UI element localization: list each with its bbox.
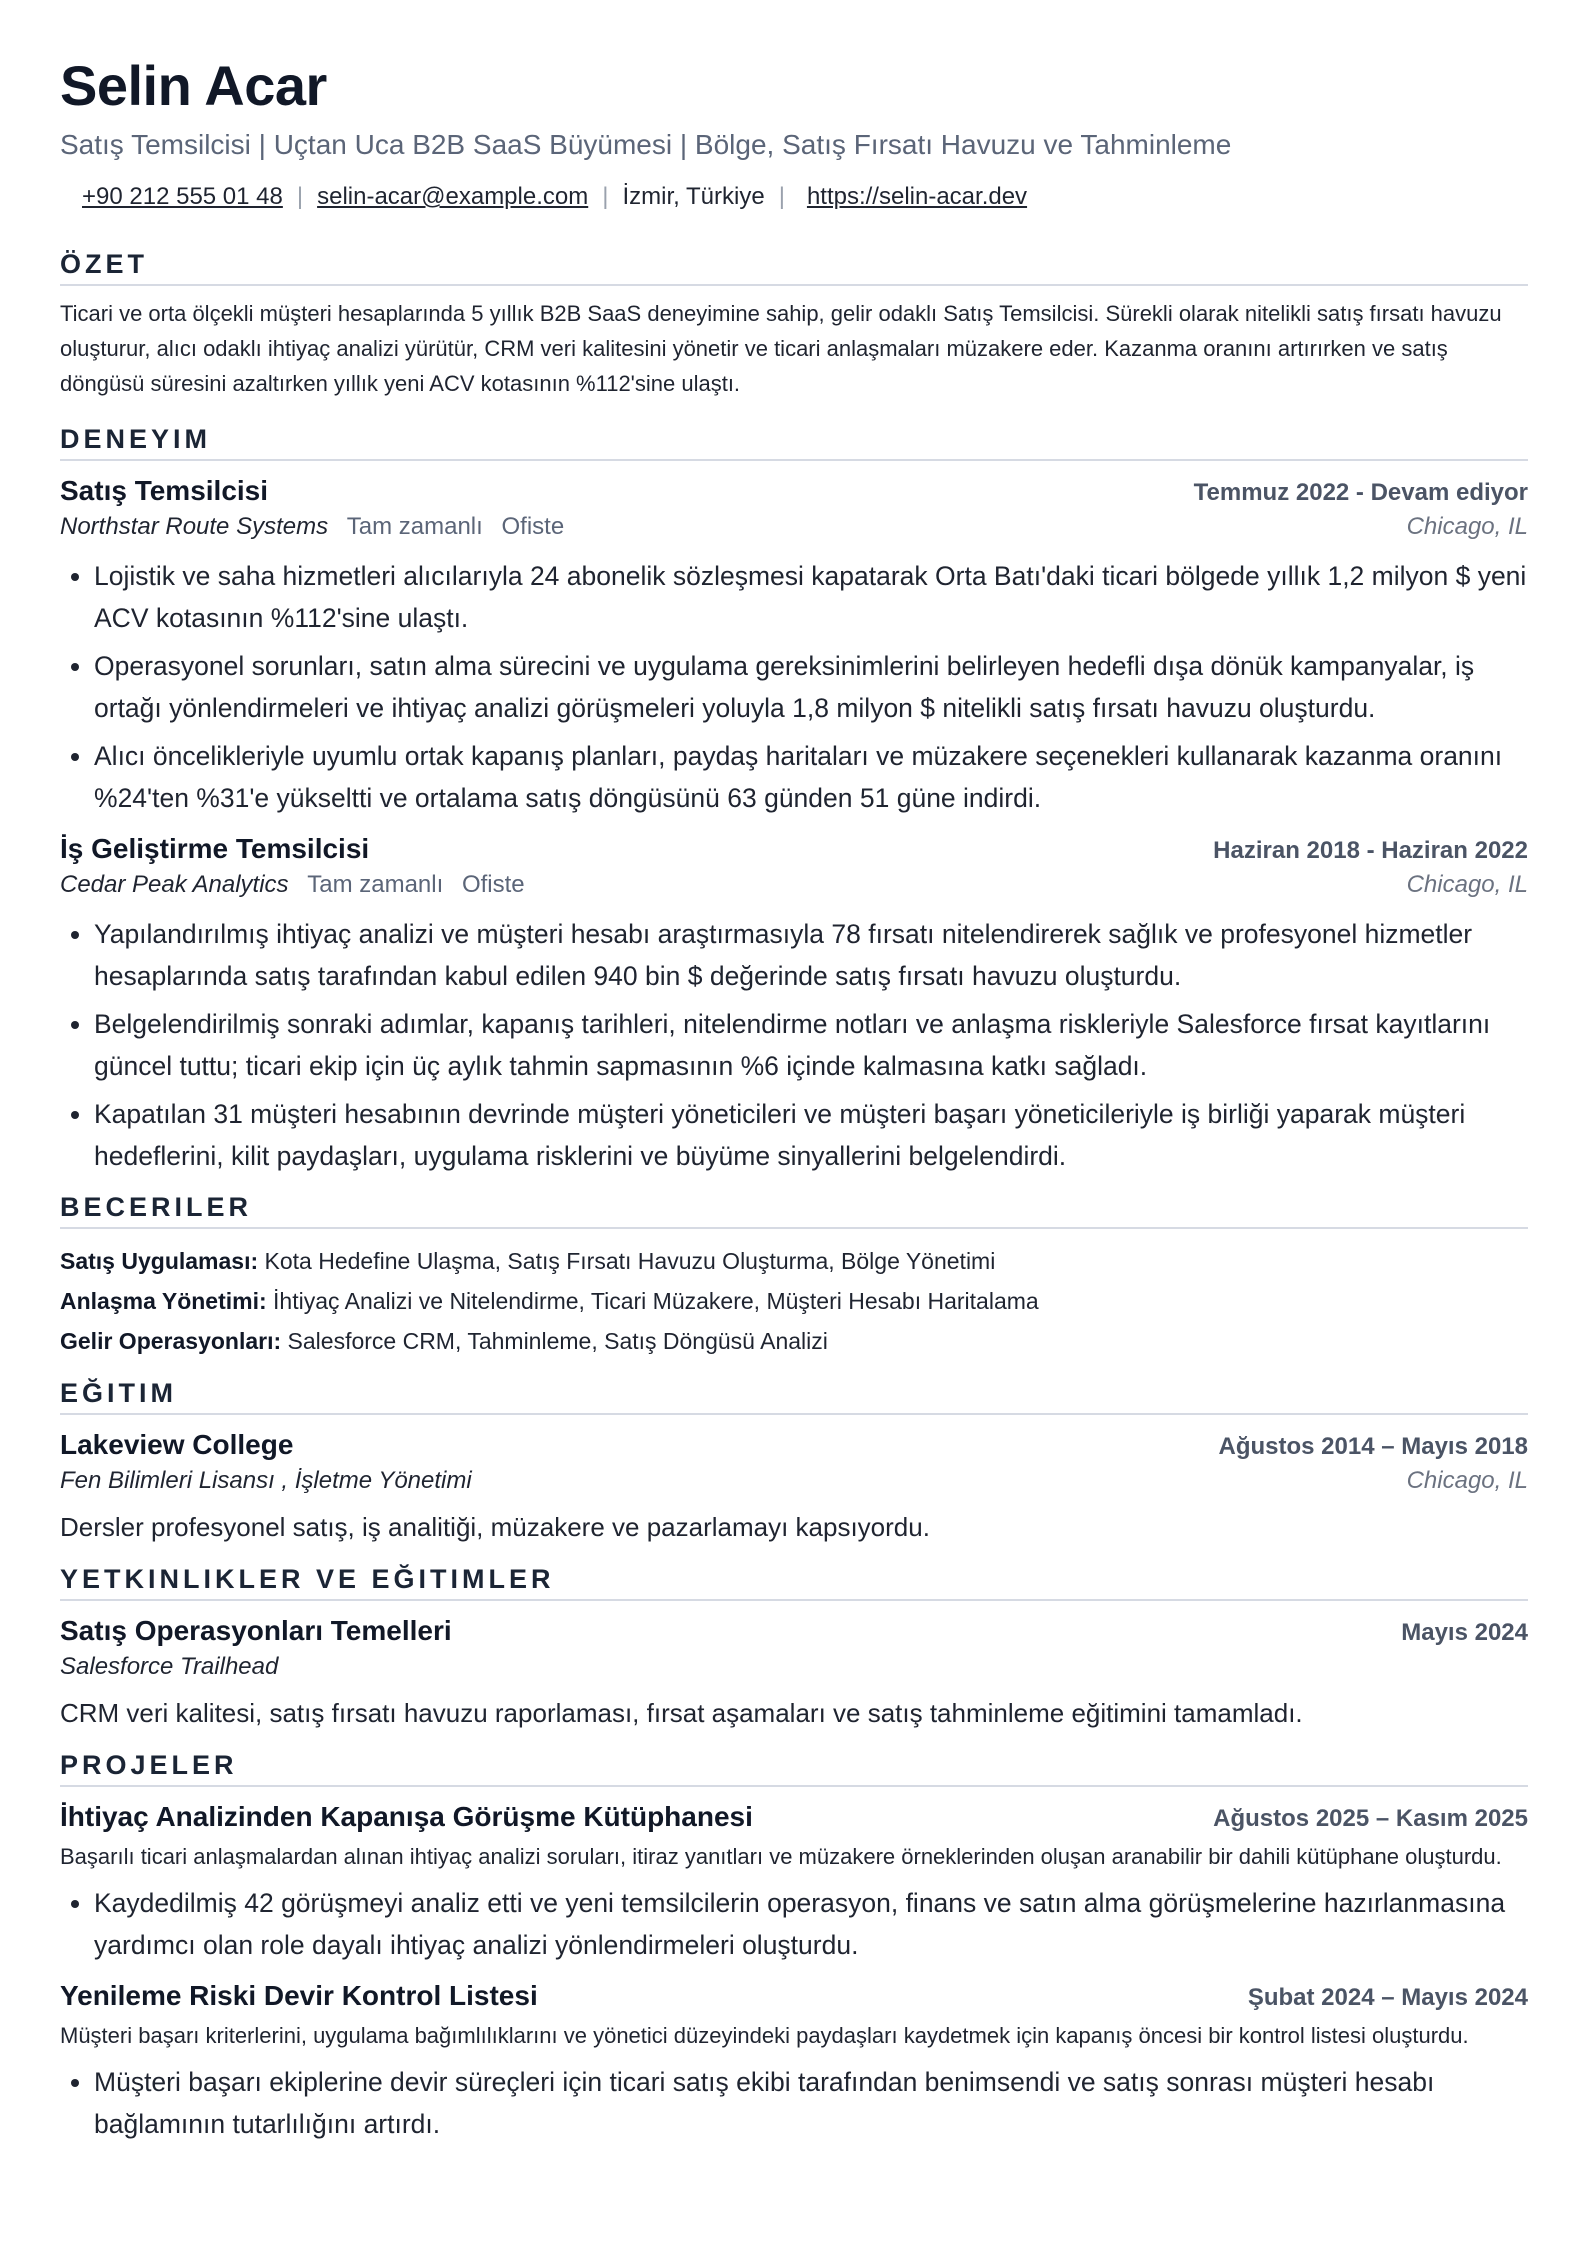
bullet-item: • Belgelendirilmiş sonraki adımlar, kapanış tarihleri, nitelendirme notları ve anlaşma riskleriyle Salesforce fırsat kayıtlarını güncel tuttu; ticari ekip için üç aylık tahmin sapmasının %6 içinde kalmasına katkı sağladı. <box>94 1003 1528 1087</box>
skill-row <box>60 1241 1528 1281</box>
bullet-item: • Kaydedilmiş 42 görüşmeyi analiz etti ve yeni temsilcilerin operasyon, finans ve satın alma görüşmelerine hazırlanmasına yardımcı olan role dayalı ihtiyaç analizi yönlendirmeleri oluşturdu. <box>94 1882 1528 1966</box>
bullet-item: • Yapılandırılmış ihtiyaç analizi ve müşteri hesabı araştırmasıyla 78 fırsatı nitelendirerek sağlık ve profesyonel hizmetler hesaplarında satış tarafından kabul edilen 940 bin $ değerinde satış fırsatı havuzu oluşturdu. <box>94 913 1528 997</box>
certification-entry <box>60 1615 1528 1733</box>
project-name: Yenileme Riski Devir Kontrol Listesi <box>60 1980 538 2011</box>
bullet-item: • Lojistik ve saha hizmetleri alıcılarıyla 24 abonelik sözleşmesi kapatarak Orta Batı'daki ticari bölgede yıllık 1,2 milyon $ yeni ACV kotasının %112'sine ulaştı. <box>94 555 1528 639</box>
bullet-item: • Operasyonel sorunları, satın alma sürecini ve uygulama gereksinimlerini belirleyen hedefli dışa dönük kampanyalar, iş ortağı yönlendirmeleri ve ihtiyaç analizi görüşmeleri yoluyla 1,8 milyon $ nitelikli satış fırsatı havuzu oluşturdu. <box>94 645 1528 729</box>
skill-row <box>60 1281 1528 1321</box>
job-dates: Temmuz 2022 - Devam ediyor <box>1193 479 1528 506</box>
skill-label: Anlaşma Yönetimi: <box>60 1288 267 1314</box>
project-description: Müşteri başarı kriterlerini, uygulama bağımlılıklarını ve yönetici düzeyindeki paydaşları kaydetmek için kapanış öncesi bir kontrol listesi oluşturdu. <box>60 2023 1469 2048</box>
job-dates: Haziran 2018 - Haziran 2022 <box>1213 837 1528 864</box>
section-title-education: EĞITIM <box>60 1377 1528 1415</box>
skill-value: Salesforce CRM, Tahminleme, Satış Döngüsü Analizi <box>287 1328 828 1354</box>
job-location: Chicago, IL <box>1406 871 1528 898</box>
job-entry <box>60 475 1528 819</box>
bullet-item: • Kapatılan 31 müşteri hesabının devrinde müşteri yöneticileri ve müşteri başarı yöneticileriyle iş birliği yaparak müşteri hedeflerini, kilit paydaşları, uygulama risklerini ve büyüme sinyallerini belgelendirdi. <box>94 1093 1528 1177</box>
bullet-item: • Müşteri başarı ekiplerine devir süreçleri için ticari satış ekibi tarafından benimsendi ve satış sonrası müşteri hesabı bağlamının tutarlılığını artırdı. <box>94 2061 1528 2145</box>
contact-separator: | <box>778 183 785 210</box>
skill-label: Satış Uygulaması: <box>60 1248 259 1274</box>
project-description: Başarılı ticari anlaşmalardan alınan ihtiyaç analizi soruları, itiraz yanıtları ve müzakere örneklerinden oluşan aranabilir bir dahili kütüphane oluşturdu. <box>60 1844 1502 1869</box>
section-title-experience: DENEYIM <box>60 423 1528 461</box>
job-bullets <box>60 913 1528 1177</box>
skill-value: İhtiyaç Analizi ve Nitelendirme, Ticari Müzakere, Müşteri Hesabı Haritalama <box>273 1288 1039 1314</box>
degree: Fen Bilimleri Lisansı , İşletme Yönetimi <box>60 1467 472 1494</box>
project-name: İhtiyaç Analizinden Kapanışa Görüşme Kütüphanesi <box>60 1801 753 1832</box>
headline: Satış Temsilcisi | Uçtan Uca B2B SaaS Büyümesi | Bölge, Satış Fırsatı Havuzu ve Tahminleme <box>60 129 1232 160</box>
job-role: İş Geliştirme Temsilcisi <box>60 833 370 864</box>
contact-separator: | <box>296 183 304 210</box>
skill-label: Gelir Operasyonları: <box>60 1328 282 1354</box>
section-title-certifications: YETKINLIKLER VE EĞITIMLER <box>60 1563 1528 1601</box>
job-location: Chicago, IL <box>1406 513 1528 540</box>
website-link[interactable]: https://selin-acar.dev <box>806 183 1028 210</box>
certification-date: Mayıs 2024 <box>1401 1619 1528 1646</box>
skill-row <box>60 1321 1528 1361</box>
section-title-projects: PROJELER <box>60 1749 1528 1787</box>
section-title-summary: ÖZET <box>60 248 1528 286</box>
project-bullets <box>60 1882 1528 1966</box>
education-dates: Ağustos 2014 – Mayıs 2018 <box>1218 1433 1528 1460</box>
certification-note: CRM veri kalitesi, satış fırsatı havuzu raporlaması, fırsat aşamaları ve satış tahminleme eğitimini tamamladı. <box>60 1698 1303 1728</box>
job-mode: Ofiste <box>501 513 565 540</box>
certification-issuer: Salesforce Trailhead <box>60 1653 279 1680</box>
skill-value: Kota Hedefine Ulaşma, Satış Fırsatı Havuzu Oluşturma, Bölge Yönetimi <box>264 1248 996 1274</box>
education-location: Chicago, IL <box>1406 1467 1528 1494</box>
section-title-skills: BECERILER <box>60 1191 1528 1229</box>
education-note: Dersler profesyonel satış, iş analitiği, müzakere ve pazarlamayı kapsıyordu. <box>60 1512 930 1542</box>
job-type: Tam zamanlı <box>307 871 444 898</box>
project-dates: Ağustos 2025 – Kasım 2025 <box>1213 1805 1528 1832</box>
email-link[interactable]: selin-acar@example.com <box>317 183 589 210</box>
contact-line <box>60 182 1528 212</box>
phone-link[interactable]: +90 212 555 01 48 <box>82 183 283 210</box>
location-text: İzmir, Türkiye <box>622 183 765 210</box>
education-entry <box>60 1429 1528 1547</box>
job-company: Cedar Peak Analytics <box>60 871 289 898</box>
job-mode: Ofiste <box>461 871 525 898</box>
project-bullets <box>60 2061 1528 2145</box>
bullet-item: • Alıcı öncelikleriyle uyumlu ortak kapanış planları, paydaş haritaları ve müzakere seçenekleri kullanarak kazanma oranını %24'ten %31'e yükseltti ve ortalama satış döngüsünü 63 günden 51 güne indirdi. <box>94 735 1528 819</box>
project-entry <box>60 1980 1528 2145</box>
candidate-name: Selin Acar <box>60 54 327 117</box>
job-company: Northstar Route Systems <box>60 513 329 540</box>
contact-separator: | <box>602 183 609 210</box>
job-entry <box>60 833 1528 1177</box>
school-name: Lakeview College <box>60 1429 294 1460</box>
job-role: Satış Temsilcisi <box>60 475 269 506</box>
skills-list <box>60 1241 1528 1361</box>
project-dates: Şubat 2024 – Mayıs 2024 <box>1247 1984 1528 2011</box>
summary-text: Ticari ve orta ölçekli müşteri hesaplarında 5 yıllık B2B SaaS deneyimine sahip, gelir odaklı Satış Temsilcisi. Sürekli olarak nitelikli satış fırsatı havuzu oluşturur, alıcı odaklı ihtiyaç analizi yürütür, CRM veri kalitesini yönetir ve ticari anlaşmaları müzakere eder. Kazanma oranını artırırken ve satış döngüsü süresini azaltırken yıllık yeni ACV kotasının %112'sine ulaştı. <box>60 301 1502 396</box>
certification-name: Satış Operasyonları Temelleri <box>60 1615 452 1646</box>
project-entry <box>60 1801 1528 1966</box>
job-type: Tam zamanlı <box>346 513 483 540</box>
job-bullets <box>60 555 1528 819</box>
